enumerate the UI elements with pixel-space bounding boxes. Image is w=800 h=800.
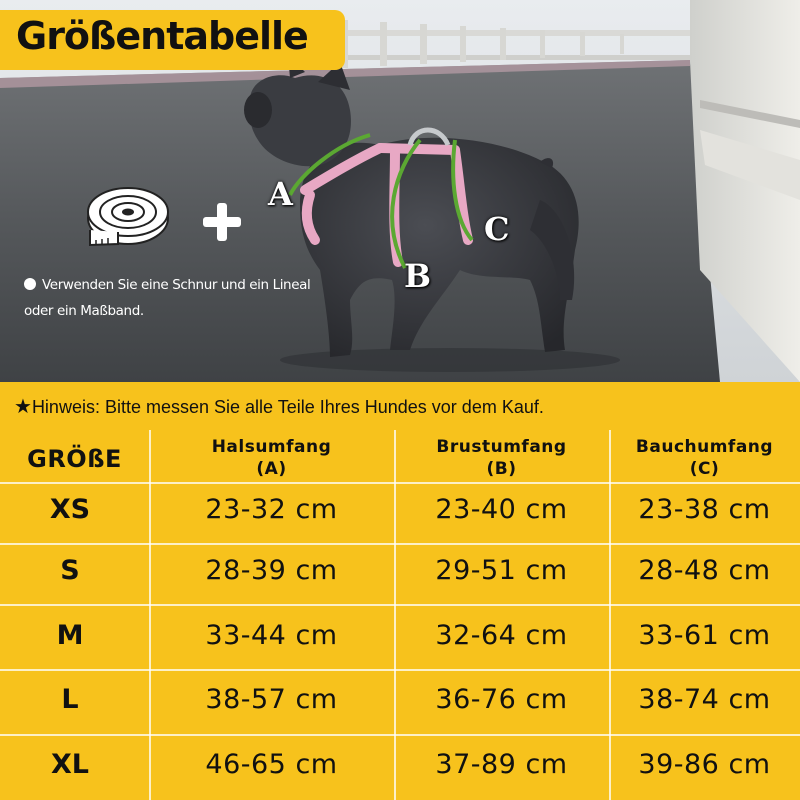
neck-cell: 28-39 cm — [205, 555, 338, 586]
row-divider — [0, 543, 800, 545]
star-icon: ★ — [14, 396, 32, 418]
point-c-label: C — [484, 210, 510, 248]
page-title: Größentabelle — [16, 14, 308, 58]
chest-cell: 29-51 cm — [435, 555, 568, 586]
measuring-tape-icon — [88, 188, 168, 245]
column-divider — [394, 430, 396, 800]
point-b-label: B — [404, 257, 432, 295]
row-divider — [0, 604, 800, 606]
size-cell: S — [60, 555, 80, 586]
size-cell: XL — [50, 749, 90, 780]
header-chest-sub: (B) — [486, 459, 517, 479]
neck-cell: 46-65 cm — [205, 749, 338, 780]
header-belly-label: Bauchumfang — [635, 437, 774, 457]
size-cell: M — [56, 620, 84, 651]
row-divider — [0, 482, 800, 484]
belly-cell: 33-61 cm — [638, 620, 771, 651]
header-belly-sub: (C) — [689, 459, 720, 479]
chest-cell: 37-89 cm — [435, 749, 568, 780]
dog-photo — [0, 0, 800, 382]
column-divider — [609, 430, 611, 800]
row-divider — [0, 669, 800, 671]
belly-cell: 28-48 cm — [638, 555, 771, 586]
size-cell: XS — [49, 494, 91, 525]
header-neck — [149, 436, 394, 480]
header-belly — [609, 436, 800, 480]
belly-cell: 39-86 cm — [638, 749, 771, 780]
header-chest-label: Brustumfang — [436, 437, 567, 457]
belly-cell: 38-74 cm — [638, 684, 771, 715]
title-banner — [0, 10, 345, 70]
neck-cell: 38-57 cm — [205, 684, 338, 715]
point-a-label: A — [268, 175, 293, 213]
column-divider — [149, 430, 151, 800]
header-neck-label: Halsumfang — [211, 437, 332, 457]
header-size: GRÖßE — [27, 445, 122, 473]
measuring-tip-text: Verwenden Sie eine Schnur und ein Lineal oder ein Maßband. — [24, 277, 311, 319]
notice-text: Hinweis: Bitte messen Sie alle Teile Ihres Hundes vor dem Kauf. — [31, 397, 544, 417]
size-table — [0, 382, 800, 800]
chest-cell: 32-64 cm — [435, 620, 568, 651]
header-chest — [394, 436, 609, 480]
belly-cell: 23-38 cm — [638, 494, 771, 525]
notice — [14, 394, 544, 419]
chest-cell: 36-76 cm — [435, 684, 568, 715]
size-cell: L — [61, 684, 79, 715]
chest-cell: 23-40 cm — [435, 494, 568, 525]
measuring-tip — [24, 272, 314, 324]
header-neck-sub: (A) — [256, 459, 287, 479]
neck-cell: 23-32 cm — [205, 494, 338, 525]
row-divider — [0, 734, 800, 736]
neck-cell: 33-44 cm — [205, 620, 338, 651]
